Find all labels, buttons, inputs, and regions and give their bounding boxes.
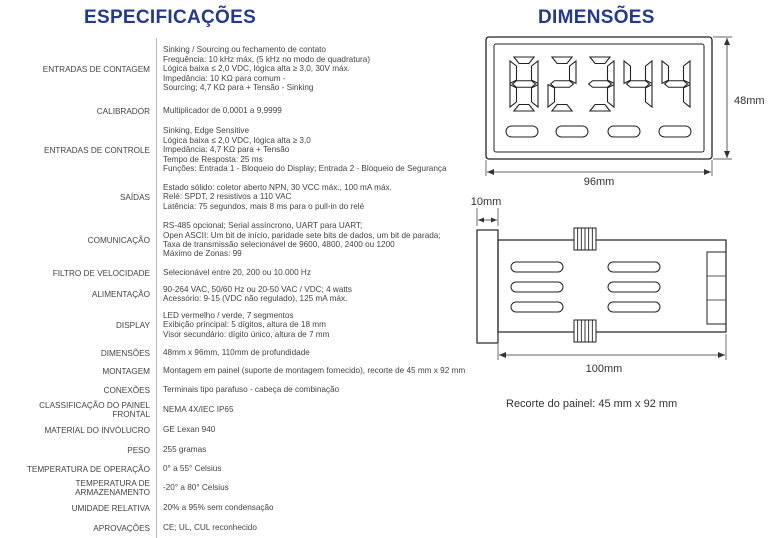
spec-value [156,264,470,282]
front-depth-label: 10mm [470,196,502,208]
seven-segment-display [510,57,690,111]
spec-row [0,362,470,380]
spec-value-line: -20° a 80° Celsius [163,483,229,493]
spec-value [156,498,470,518]
height-label: 48mm [734,95,765,107]
display-segment [646,85,653,107]
spec-value-line: Impedância: 10 KΩ para comum - [163,73,286,83]
spec-label: SAÍDAS [119,192,150,202]
spec-value [156,38,470,100]
spec-row [0,344,470,362]
spec-row [0,440,470,460]
spec-row [0,178,470,216]
spec-value-line: Lógica baixa ≤ 2,0 VDC, lógica alta ≥ 3,0, 30V máx. [163,64,350,74]
spec-value-line: Exibição principal: 5 dígitos, altura de 18 mm [163,320,326,330]
display-segment [513,81,536,88]
front-view [486,37,712,159]
spec-value-line: 255 gramas [163,445,207,455]
spec-value [156,344,470,362]
spec-value [156,122,470,178]
display-digit [662,61,690,107]
mounting-clip-bottom [574,320,596,342]
display-segment [608,85,615,107]
spec-value-line: Máximo de Zonas: 99 [163,249,242,259]
display-segment [514,57,534,64]
spec-label: PESO [127,445,150,455]
spec-value-line: GE Lexan 940 [163,425,216,435]
spec-label: APROVAÇÕES [93,523,150,533]
housing-body [498,240,726,332]
spec-label: MATERIAL DO INVÓLUCRO [44,425,150,435]
display-digit [589,57,614,111]
display-segment [570,61,577,83]
spec-value [156,306,470,344]
mounting-clip-top [574,228,596,250]
spec-row [0,400,470,420]
width-label: 96mm [583,176,615,188]
spec-row [0,282,470,306]
spec-value-line: NEMA 4X/IEC IP65 [163,405,234,415]
spec-label: TEMPERATURA DE ARMAZENAMENTO [75,479,150,497]
vent-slot [511,302,563,312]
front-panel-outer [486,37,712,159]
spec-value-line: Sourcing; 4,7 KΩ para + Tensão - Sinking [163,83,314,93]
vent-slot [608,282,660,292]
spec-row [0,100,470,122]
spec-row [0,420,470,440]
display-segment [665,81,688,88]
display-segment [551,81,574,88]
display-segment [514,105,534,112]
spec-value [156,362,470,380]
side-view [471,196,726,343]
spec-value-line: Relé: SPDT, 2 resistivos a 110 VAC [163,192,292,202]
spec-row [0,460,470,478]
spec-label: CALIBRADOR [96,106,150,116]
terminal-block [707,252,726,324]
spec-row [0,216,470,264]
spec-label: CONEXÕES [103,385,150,395]
spec-row [0,478,470,498]
dimensions-title: DIMENSÕES [538,7,655,28]
spec-value-line: Frequência: 10 kHz máx. (5 kHz no modo de quadratura) [163,54,371,64]
spec-value [156,178,470,216]
vent-slot [511,262,563,272]
spec-value-line: Open ASCII: Um bit de início, paridade sete bits de dados, um bit de parada; [163,230,441,240]
spec-value-line: 0° a 55° Celsius [163,464,222,474]
display-segment [510,61,517,83]
vent-slot [608,262,660,272]
front-button-4 [659,126,691,137]
vent-slot [511,282,563,292]
spec-value [156,518,470,538]
display-digit [510,57,538,111]
spec-value-line: RS-485 opcional; Serial assíncrono, UART para UART; [163,221,363,231]
display-segment [589,81,612,88]
spec-value [156,100,470,122]
panel-cutout-note: Recorte do painel: 45 mm x 92 mm [506,398,678,410]
depth-label: 100mm [585,363,623,375]
display-segment [552,57,572,64]
display-segment [548,85,555,107]
spec-value-line: Sinking, Edge Sensitive [163,126,250,136]
spec-value-line: Estado sólido: coletor aberto NPN, 30 VCC máx., 100 mA máx. [163,182,392,192]
spec-row [0,122,470,178]
display-segment [608,61,615,83]
spec-value-line: LED vermelho / verde, 7 segmentos [163,310,294,320]
spec-row [0,518,470,538]
spec-label: DIMENSÕES [100,348,150,358]
display-segment [627,81,650,88]
spec-value-line: Terminais tipo parafuso - cabeça de combinação [163,385,340,395]
spec-value-line: Taxa de transmissão selecionável de 9600, 4800, 2400 ou 1200 [163,240,395,249]
spec-value-line: Montagem em painel (suporte de montagem fornecido), recorte de 45 mm x 92 mm [163,366,466,376]
spec-value-line: Latência: 75 segundos, mais 8 ms para o pull-in do relé [163,201,365,211]
display-segment [590,57,610,64]
spec-value [156,460,470,478]
spec-label: UMIDADE RELATIVA [71,503,150,513]
height-dimension [713,37,765,159]
display-digit [624,61,652,107]
specifications-title: ESPECIFICAÇÕES [84,7,257,28]
display-segment [684,61,691,83]
spec-value-line: Tempo de Resposta: 25 ms [163,154,263,164]
spec-value-line: Multiplicador de 0,0001 a 9,9999 [163,106,282,116]
spec-value [156,400,470,420]
display-segment [646,61,653,83]
bezel-side [477,230,498,343]
spec-label: ENTRADAS DE CONTAGEM [42,64,150,74]
front-button-3 [608,126,640,137]
spec-row [0,264,470,282]
spec-value-line: 48mm x 96mm, 110mm de profundidade [163,348,310,358]
spec-row [0,498,470,518]
display-digit [548,57,576,111]
front-button-2 [556,126,588,137]
spec-value [156,420,470,440]
spec-label: DISPLAY [116,320,150,330]
spec-label: CLASSIFICAÇÃO DO PAINEL FRONTAL [39,401,150,419]
spec-value-line: 20% a 95% sem condensação [163,503,274,513]
spec-value-line: Lógica baixa ≤ 2,0 VDC, lógica alta ≥ 3,0 [163,135,311,145]
spec-value-line: 90-264 VAC, 50/60 Hz ou 20-50 VAC / VDC; 4 watts [163,284,353,294]
display-segment [552,105,572,112]
spec-row [0,306,470,344]
display-segment [662,61,669,83]
spec-value-line: Sinking / Sourcing ou fechamento de contato [163,45,326,55]
spec-value [156,380,470,400]
spec-value-line: CE; UL, CUL reconhecido [163,523,257,533]
spec-label: ENTRADAS DE CONTROLE [44,145,150,155]
spec-label: COMUNICAÇÃO [87,235,150,245]
spec-row [0,380,470,400]
display-segment [684,85,691,107]
spec-label: ALIMENTAÇÃO [91,289,150,299]
depth-dimension [498,334,726,375]
spec-value-line: Acessório: 9-15 (VDC não regulado), 125 mA máx. [163,294,348,303]
spec-value-line: Selecionável entre 20, 200 ou 10.000 Hz [163,268,311,278]
spec-value [156,216,470,264]
display-segment [532,85,539,107]
specifications-table [0,38,470,538]
dimensions-diagram [470,30,774,390]
spec-label: TEMPERATURA DE OPERAÇÃO [26,464,150,474]
spec-value-line: Funções: Entrada 1 - Bloqueio do Display; Entrada 2 - Bloqueio de Segurança [163,164,447,174]
spec-value-line: Visor secundário: dígito único, altura de 7 mm [163,329,330,339]
front-button-1 [506,126,538,137]
spec-value [156,440,470,460]
spec-value-line: Impedância: 4,7 KΩ para + Tensão [163,145,290,155]
spec-label: FILTRO DE VELOCIDADE [52,268,150,278]
width-dimension [486,160,712,188]
vent-slot [608,302,660,312]
display-segment [624,61,631,83]
display-segment [510,85,517,107]
spec-label: MONTAGEM [102,366,150,376]
display-segment [590,105,610,112]
spec-row [0,38,470,100]
spec-value [156,478,470,498]
spec-value [156,282,470,306]
display-segment [532,61,539,83]
